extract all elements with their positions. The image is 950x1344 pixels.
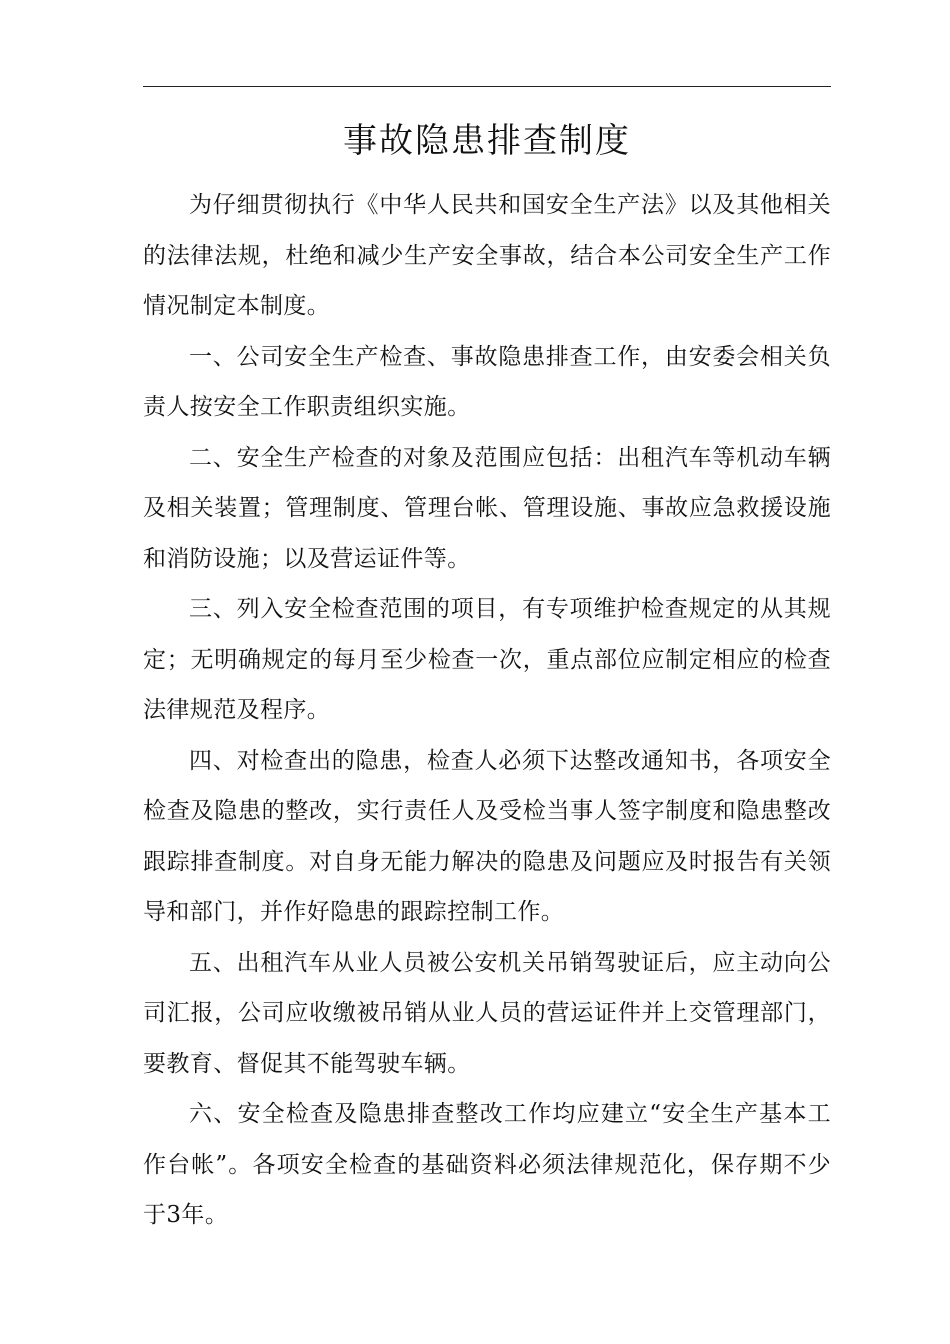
document-body [143, 180, 831, 1241]
paragraph-item-6: 六、安全检查及隐患排查整改工作均应建立“安全生产基本工作台帐”。各项安全检查的基础资料必须法律规范化，保存期不少于3年。 [143, 1101, 831, 1228]
paragraph-item-5: 五、出租汽车从业人员被公安机关吊销驾驶证后，应主动向公司汇报，公司应收缴被吊销从业人员的营运证件并上交管理部门，要教育、督促其不能驾驶车辆。 [143, 949, 831, 1077]
paragraph-item-3: 三、列入安全检查范围的项目，有专项维护检查规定的从其规定；无明确规定的每月至少检查一次，重点部位应制定相应的检查法律规范及程序。 [143, 596, 831, 723]
document-title: 事故隐患排查制度 [343, 121, 631, 161]
paragraph-item-1: 一、公司安全生产检查、事故隐患排查工作，由安委会相关负责人按安全工作职责组织实施。 [143, 343, 831, 420]
paragraph-item-4: 四、对检查出的隐患，检查人必须下达整改通知书，各项安全检查及隐患的整改，实行责任人及受检当事人签字制度和隐患整改跟踪排查制度。对自身无能力解决的隐患及问题应及时报告有关领导和部门，并作好隐患的跟踪控制工作。 [143, 747, 831, 925]
paragraph-item-2: 二、安全生产检查的对象及范围应包括：出租汽车等机动车辆及相关装置；管理制度、管理台帐、管理设施、事故应急救援设施和消防设施；以及营运证件等。 [143, 444, 831, 572]
header-rule [143, 86, 831, 87]
paragraph-intro: 为仔细贯彻执行《中华人民共和国安全生产法》以及其他相关的法律法规，杜绝和减少生产安全事故，结合本公司安全生产工作情况制定本制度。 [143, 192, 831, 319]
